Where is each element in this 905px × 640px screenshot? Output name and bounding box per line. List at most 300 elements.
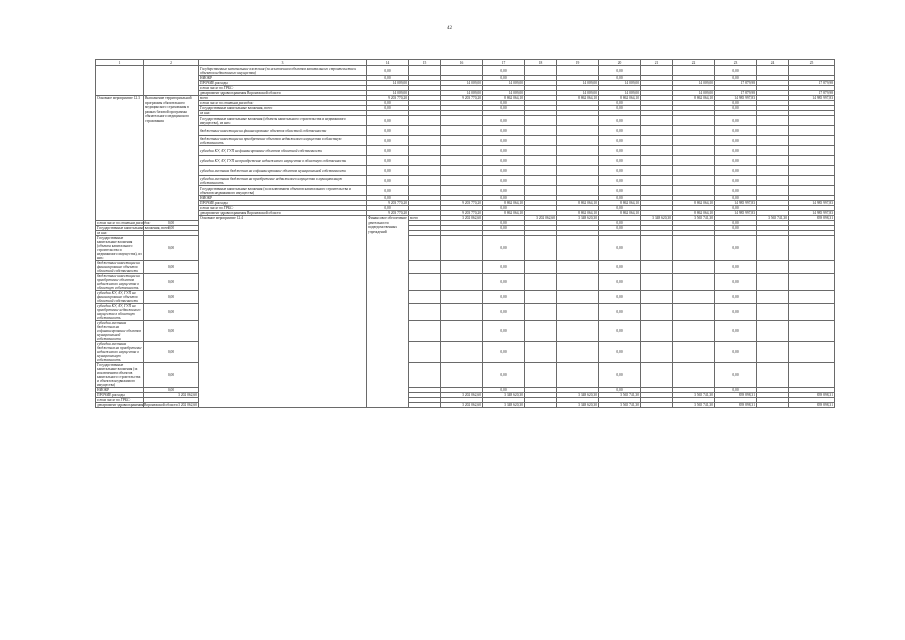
cell-empty bbox=[409, 166, 441, 176]
row-label: департамент здравоохранения Воронежской области bbox=[199, 211, 367, 216]
cell-empty bbox=[525, 304, 557, 321]
cell-value: 17 879,98 bbox=[789, 91, 835, 96]
cell-value: 839 898,31 bbox=[789, 403, 835, 408]
cell-empty bbox=[789, 304, 835, 321]
cell-empty bbox=[789, 176, 835, 186]
cell-empty bbox=[525, 363, 557, 388]
cell-value: 0,00 bbox=[144, 363, 199, 388]
cell-value: 0,00 bbox=[599, 221, 641, 226]
cell-empty bbox=[641, 66, 673, 76]
cell-value: 0,00 bbox=[599, 146, 641, 156]
cell-empty bbox=[641, 156, 673, 166]
cell-empty bbox=[673, 136, 715, 146]
cell-value: 0,00 bbox=[715, 196, 757, 201]
cell-empty bbox=[757, 146, 789, 156]
table-row bbox=[96, 176, 835, 186]
cell-empty bbox=[409, 116, 441, 126]
row-label: НИОКР bbox=[96, 388, 144, 393]
cell-value: 0,00 bbox=[483, 291, 525, 304]
cell-value: 14 009,00 bbox=[557, 81, 599, 86]
cell-empty bbox=[409, 363, 441, 388]
cell-empty bbox=[441, 116, 483, 126]
cell-empty bbox=[409, 156, 441, 166]
cell-empty bbox=[557, 261, 599, 274]
cell-empty bbox=[641, 176, 673, 186]
cell-empty bbox=[409, 321, 441, 342]
cell-value: 0,00 bbox=[144, 291, 199, 304]
cell-empty bbox=[673, 156, 715, 166]
cell-value: 3 202 062,60 bbox=[144, 403, 199, 408]
cell-empty bbox=[789, 136, 835, 146]
row-label: бюджетные инвестиции на финансирование объектов областной собственности bbox=[199, 126, 367, 136]
cell-value: 3 202 062,60 bbox=[441, 216, 483, 221]
cell-value: 0,00 bbox=[599, 291, 641, 304]
cell-value: 0,00 bbox=[599, 176, 641, 186]
cell-empty bbox=[789, 291, 835, 304]
cell-value: 0,00 bbox=[715, 274, 757, 291]
cell-value: 0,00 bbox=[483, 236, 525, 261]
cell-value: 0,00 bbox=[483, 321, 525, 342]
cell-empty bbox=[789, 116, 835, 126]
cell-empty bbox=[525, 136, 557, 146]
cell-value: 9 203 770,20 bbox=[367, 201, 409, 206]
cell-empty bbox=[557, 176, 599, 186]
cell-empty bbox=[441, 321, 483, 342]
cell-empty bbox=[757, 274, 789, 291]
cell-value: 14 985 997,83 bbox=[789, 211, 835, 216]
table-row bbox=[96, 146, 835, 156]
row-label: департамент здравоохранения Воронежской области bbox=[97, 403, 178, 407]
column-header: 14 bbox=[367, 60, 409, 66]
cell-empty bbox=[525, 291, 557, 304]
table-row bbox=[96, 186, 835, 196]
cell-empty bbox=[525, 274, 557, 291]
row-label: субсидии КУ, АУ, ГУП на финансирование объектов областной собственности bbox=[96, 291, 144, 304]
cell-empty bbox=[525, 176, 557, 186]
column-header: 16 bbox=[441, 60, 483, 66]
cell-empty bbox=[409, 304, 441, 321]
cell-empty bbox=[441, 363, 483, 388]
cell-empty bbox=[409, 136, 441, 146]
cell-empty bbox=[557, 236, 599, 261]
cell-empty bbox=[673, 261, 715, 274]
row-label: в том числе по статьям расходов: bbox=[97, 221, 151, 225]
cell-value: 17 879,98 bbox=[715, 91, 757, 96]
cell-empty bbox=[673, 126, 715, 136]
cell-value: 0,00 bbox=[483, 176, 525, 186]
cell-value: 14 009,00 bbox=[367, 91, 409, 96]
cell-value: 0,00 bbox=[715, 176, 757, 186]
table-row bbox=[96, 66, 835, 76]
cell-empty bbox=[557, 186, 599, 196]
row-label: в том числе по ГРБС: bbox=[96, 398, 144, 403]
block-3-col2: Финансовое обеспечение деятельности подведомственных учреждений bbox=[367, 216, 409, 408]
cell-value: 0,00 bbox=[599, 166, 641, 176]
cell-empty bbox=[557, 116, 599, 126]
cell-empty bbox=[757, 236, 789, 261]
column-header: 3 bbox=[199, 60, 367, 66]
cell-value: 0,00 bbox=[483, 226, 525, 231]
cell-value: 8 862 064,10 bbox=[557, 211, 599, 216]
cell-value: 0,00 bbox=[599, 206, 641, 211]
cell-value: 0,00 bbox=[715, 342, 757, 363]
cell-value: 0,00 bbox=[599, 274, 641, 291]
cell-value: 9 203 770,20 bbox=[441, 96, 483, 101]
cell-empty bbox=[557, 136, 599, 146]
cell-value: 14 009,00 bbox=[483, 91, 525, 96]
cell-empty bbox=[757, 166, 789, 176]
cell-value: 0,00 bbox=[483, 363, 525, 388]
cell-empty bbox=[525, 146, 557, 156]
cell-value: 0,00 bbox=[483, 342, 525, 363]
cell-value: 8 862 064,10 bbox=[673, 201, 715, 206]
row-label: ПРОЧИЕ расходы bbox=[199, 81, 367, 86]
cell-value: 0,00 bbox=[715, 388, 757, 393]
cell-value: 3 202 062,60 bbox=[144, 393, 199, 398]
cell-value: 0,00 bbox=[715, 206, 757, 211]
row-label: всего bbox=[409, 216, 441, 221]
cell-value: 8 862 064,10 bbox=[599, 96, 641, 101]
cell-value: 17 879,98 bbox=[789, 81, 835, 86]
cell-value: 0,00 bbox=[599, 66, 641, 76]
cell-value: 0,00 bbox=[599, 236, 641, 261]
cell-value: 0,00 bbox=[144, 388, 199, 393]
cell-value: 0,00 bbox=[483, 186, 525, 196]
block-2-col2: Выполнение территориальной программы обязательного медицинского страхования в рамках базовой программы обязательного медицинского страхования bbox=[144, 96, 199, 221]
cell-value: 0,00 bbox=[367, 106, 409, 111]
cell-value: 0,00 bbox=[483, 136, 525, 146]
row-label: бюджетные инвестиции на приобретение объектов недвижимого имущества в областную собственность bbox=[199, 136, 367, 146]
cell-empty bbox=[641, 126, 673, 136]
column-header: 25 bbox=[789, 60, 835, 66]
cell-empty bbox=[525, 261, 557, 274]
row-label: ПРОЧИЕ расходы bbox=[96, 393, 144, 398]
cell-empty bbox=[789, 342, 835, 363]
cell-empty bbox=[409, 291, 441, 304]
cell-empty bbox=[441, 342, 483, 363]
cell-value: 0,00 bbox=[715, 146, 757, 156]
cell-value: 0,00 bbox=[599, 76, 641, 81]
row-label: из них: bbox=[199, 111, 367, 116]
table-row bbox=[96, 116, 835, 126]
budget-table bbox=[95, 59, 835, 408]
cell-value: 14 009,00 bbox=[441, 91, 483, 96]
cell-value: 3 348 620,30 bbox=[557, 403, 599, 408]
cell-value: 17 879,98 bbox=[715, 81, 757, 86]
cell-value: 3 565 741,30 bbox=[599, 403, 641, 408]
row-label: бюджетные инвестиции на финансирование объектов областной собственности bbox=[96, 261, 144, 274]
cell-value: 3 202 062,60 bbox=[525, 216, 557, 221]
cell-value: 0,00 bbox=[367, 196, 409, 201]
cell-value: 0,00 bbox=[367, 206, 409, 211]
column-header: 19 bbox=[557, 60, 599, 66]
row-label: Государственные капитальные вложения (объекты капитального строительства и недвижимого имущества), из них: bbox=[97, 236, 142, 260]
cell-empty bbox=[441, 304, 483, 321]
row-label: департамент здравоохранения Воронежской области bbox=[199, 91, 367, 96]
cell-empty bbox=[557, 321, 599, 342]
cell-empty bbox=[409, 261, 441, 274]
cell-value: 8 862 064,10 bbox=[483, 201, 525, 206]
cell-empty bbox=[441, 126, 483, 136]
cell-empty bbox=[557, 166, 599, 176]
cell-empty bbox=[409, 126, 441, 136]
cell-value: 8 862 064,10 bbox=[599, 201, 641, 206]
cell-empty bbox=[557, 126, 599, 136]
cell-empty bbox=[757, 126, 789, 136]
cell-empty bbox=[525, 116, 557, 126]
row-label: субсидии местным бюджетам на приобретение недвижимого имущества в муниципальную собственность bbox=[199, 176, 367, 186]
cell-empty bbox=[673, 274, 715, 291]
cell-empty bbox=[441, 291, 483, 304]
cell-value: 0,00 bbox=[715, 156, 757, 166]
cell-value: 0,00 bbox=[599, 126, 641, 136]
row-label: субсидии КУ, АУ, ГУП на приобретение недвижимого имущества в областную собственность bbox=[199, 156, 367, 166]
cell-value: 0,00 bbox=[715, 166, 757, 176]
cell-empty bbox=[557, 291, 599, 304]
cell-value: 0,00 bbox=[715, 221, 757, 226]
cell-value: 0,00 bbox=[715, 136, 757, 146]
column-header: 15 bbox=[409, 60, 441, 66]
cell-empty bbox=[757, 156, 789, 166]
block-1-col2 bbox=[144, 66, 199, 96]
cell-empty bbox=[757, 176, 789, 186]
cell-empty bbox=[557, 342, 599, 363]
cell-value: 3 565 741,30 bbox=[599, 393, 641, 398]
cell-empty bbox=[641, 186, 673, 196]
cell-value: 0,00 bbox=[715, 226, 757, 231]
cell-empty bbox=[673, 304, 715, 321]
cell-value: 0,00 bbox=[483, 116, 525, 126]
cell-empty bbox=[641, 146, 673, 156]
cell-empty bbox=[757, 304, 789, 321]
row-label: Государственные капитальные вложения, всего bbox=[199, 106, 367, 111]
cell-value: 0,00 bbox=[483, 274, 525, 291]
block-1-col1 bbox=[96, 66, 144, 96]
cell-empty bbox=[757, 136, 789, 146]
cell-empty bbox=[525, 66, 557, 76]
cell-value: 3 202 062,60 bbox=[441, 403, 483, 408]
cell-value: 8 862 064,10 bbox=[483, 211, 525, 216]
cell-value: 0,00 bbox=[144, 226, 199, 231]
cell-value: 0,00 bbox=[483, 388, 525, 393]
cell-empty bbox=[409, 236, 441, 261]
row-label: НИОКР bbox=[199, 76, 367, 81]
cell-value: 14 985 997,83 bbox=[789, 201, 835, 206]
cell-empty bbox=[557, 156, 599, 166]
cell-value: 0,00 bbox=[367, 146, 409, 156]
block-2-col1: Основное мероприятие 12.3 bbox=[96, 96, 144, 221]
cell-empty bbox=[789, 66, 835, 76]
cell-value: 3 565 741,30 bbox=[757, 216, 789, 221]
cell-empty bbox=[641, 342, 673, 363]
cell-empty bbox=[557, 146, 599, 156]
cell-value: 8 862 064,10 bbox=[483, 96, 525, 101]
cell-empty bbox=[641, 274, 673, 291]
cell-value: 839 898,31 bbox=[789, 216, 835, 221]
row-label: субсидии местным бюджетам на софинансирование объектов муниципальной собственности bbox=[96, 321, 144, 342]
cell-empty bbox=[757, 403, 789, 408]
cell-value: 0,00 bbox=[715, 76, 757, 81]
cell-value: 0,00 bbox=[599, 101, 641, 106]
cell-empty bbox=[557, 304, 599, 321]
cell-value: 9 203 770,20 bbox=[367, 211, 409, 216]
cell-value: 0,00 bbox=[483, 76, 525, 81]
cell-empty bbox=[757, 342, 789, 363]
cell-empty bbox=[789, 261, 835, 274]
cell-empty bbox=[641, 236, 673, 261]
cell-value: 0,00 bbox=[599, 388, 641, 393]
column-header: 17 bbox=[483, 60, 525, 66]
cell-value: 8 862 064,10 bbox=[673, 96, 715, 101]
cell-value: 0,00 bbox=[144, 342, 199, 363]
cell-value: 0,00 bbox=[715, 321, 757, 342]
cell-value: 3 348 620,30 bbox=[483, 403, 525, 408]
cell-value: 0,00 bbox=[599, 136, 641, 146]
cell-empty bbox=[757, 186, 789, 196]
row-label: в том числе по ГРБС: bbox=[199, 86, 367, 91]
cell-empty bbox=[673, 66, 715, 76]
cell-empty bbox=[673, 342, 715, 363]
column-header: 18 bbox=[525, 60, 557, 66]
cell-value: 0,00 bbox=[599, 106, 641, 111]
row-label: Государственные капитальные вложения (за исключением объектов капитального строительства и объектов недвижимого имущества) bbox=[96, 363, 144, 388]
cell-value: 0,00 bbox=[715, 236, 757, 261]
cell-empty bbox=[441, 136, 483, 146]
cell-empty bbox=[557, 274, 599, 291]
cell-empty bbox=[441, 186, 483, 196]
cell-value: 0,00 bbox=[144, 236, 199, 261]
cell-empty bbox=[409, 146, 441, 156]
cell-empty bbox=[789, 166, 835, 176]
cell-value: 9 203 770,20 bbox=[441, 211, 483, 216]
cell-value: 0,00 bbox=[483, 196, 525, 201]
cell-value: 0,00 bbox=[483, 156, 525, 166]
cell-value: 839 898,31 bbox=[789, 393, 835, 398]
cell-value: 0,00 bbox=[367, 66, 409, 76]
cell-value: 14 985 997,83 bbox=[715, 201, 757, 206]
cell-value: 0,00 bbox=[367, 136, 409, 146]
cell-empty bbox=[789, 186, 835, 196]
cell-empty bbox=[757, 261, 789, 274]
cell-value: 14 009,00 bbox=[599, 91, 641, 96]
cell-empty bbox=[441, 236, 483, 261]
cell-value: 8 862 064,10 bbox=[673, 211, 715, 216]
cell-empty bbox=[525, 186, 557, 196]
cell-value: 9 203 770,20 bbox=[441, 201, 483, 206]
cell-empty bbox=[789, 274, 835, 291]
cell-value: 0,00 bbox=[715, 186, 757, 196]
cell-value: 0,00 bbox=[715, 66, 757, 76]
cell-value: 3 565 741,30 bbox=[673, 393, 715, 398]
row-label: из них: bbox=[96, 231, 144, 236]
cell-empty bbox=[409, 342, 441, 363]
cell-value: 8 862 064,10 bbox=[557, 96, 599, 101]
cell-value: 3 348 620,30 bbox=[641, 216, 673, 221]
cell-empty bbox=[673, 166, 715, 176]
cell-empty bbox=[641, 116, 673, 126]
cell-value: 0,00 bbox=[483, 304, 525, 321]
row-label: бюджетные инвестиции на приобретение объектов недвижимого имущества в областную собственность bbox=[96, 274, 144, 291]
cell-empty bbox=[789, 126, 835, 136]
column-header: 24 bbox=[757, 60, 789, 66]
cell-value: 0,00 bbox=[367, 166, 409, 176]
cell-value: 0,00 bbox=[599, 363, 641, 388]
table-row bbox=[96, 136, 835, 146]
cell-empty bbox=[441, 176, 483, 186]
cell-value: 0,00 bbox=[144, 261, 199, 274]
cell-value: 0,00 bbox=[715, 291, 757, 304]
cell-empty bbox=[441, 166, 483, 176]
cell-value: 0,00 bbox=[144, 221, 199, 226]
cell-value: 0,00 bbox=[483, 261, 525, 274]
cell-value: 0,00 bbox=[599, 226, 641, 231]
cell-empty bbox=[673, 146, 715, 156]
cell-value: 3 348 620,30 bbox=[483, 393, 525, 398]
cell-value: 0,00 bbox=[367, 156, 409, 166]
cell-value: 8 862 064,10 bbox=[599, 211, 641, 216]
cell-value: 0,00 bbox=[483, 126, 525, 136]
cell-value: 14 009,00 bbox=[483, 81, 525, 86]
cell-empty bbox=[409, 176, 441, 186]
cell-empty bbox=[673, 116, 715, 126]
cell-empty bbox=[525, 156, 557, 166]
cell-empty bbox=[641, 304, 673, 321]
cell-value: 0,00 bbox=[367, 176, 409, 186]
cell-empty bbox=[441, 261, 483, 274]
cell-value: 0,00 bbox=[483, 221, 525, 226]
cell-value: 0,00 bbox=[715, 126, 757, 136]
cell-value: 14 009,00 bbox=[367, 81, 409, 86]
cell-empty bbox=[525, 342, 557, 363]
cell-value: 3 348 620,30 bbox=[557, 216, 599, 221]
cell-value: 3 565 741,30 bbox=[673, 216, 715, 221]
cell-value: 14 985 997,83 bbox=[715, 211, 757, 216]
cell-empty bbox=[673, 291, 715, 304]
cell-value: 14 009,00 bbox=[441, 81, 483, 86]
cell-empty bbox=[641, 363, 673, 388]
cell-value: 8 862 064,10 bbox=[557, 201, 599, 206]
cell-empty bbox=[641, 403, 673, 408]
row-label: субсидии местным бюджетам на софинансирование объектов муниципальной собственности bbox=[199, 166, 367, 176]
cell-value: 0,00 bbox=[483, 206, 525, 211]
cell-value: 0,00 bbox=[144, 321, 199, 342]
cell-empty bbox=[441, 156, 483, 166]
cell-empty bbox=[441, 146, 483, 156]
cell-empty bbox=[525, 126, 557, 136]
cell-empty bbox=[757, 116, 789, 126]
cell-value: 14 009,00 bbox=[557, 91, 599, 96]
row-label: в том числе по статьям расходов: bbox=[199, 101, 367, 106]
cell-value: 0,00 bbox=[367, 116, 409, 126]
cell-value: 3 348 620,30 bbox=[557, 393, 599, 398]
row-label: Государственные капитальные вложения (за исключением объектов капитального строительства и объектов недвижимого имущества) bbox=[199, 66, 367, 76]
cell-empty bbox=[525, 236, 557, 261]
block-3-col1: Основное мероприятие 12.4 bbox=[199, 216, 367, 408]
cell-value: 0,00 bbox=[483, 146, 525, 156]
row-label: субсидии КУ, АУ, ГУП на приобретение недвижимого имущества в областную собственность bbox=[96, 304, 144, 321]
column-header: 23 bbox=[715, 60, 757, 66]
cell-empty bbox=[525, 166, 557, 176]
cell-value: 0,00 bbox=[599, 261, 641, 274]
cell-empty bbox=[789, 236, 835, 261]
cell-value: 0,00 bbox=[715, 304, 757, 321]
row-label: Государственные капитальные вложения (за исключением объектов капитального строительства и объектов недвижимого имущества) bbox=[199, 186, 367, 196]
cell-value: 0,00 bbox=[715, 106, 757, 111]
cell-empty bbox=[557, 66, 599, 76]
cell-value: 0,00 bbox=[715, 101, 757, 106]
cell-empty bbox=[409, 66, 441, 76]
cell-empty bbox=[673, 236, 715, 261]
